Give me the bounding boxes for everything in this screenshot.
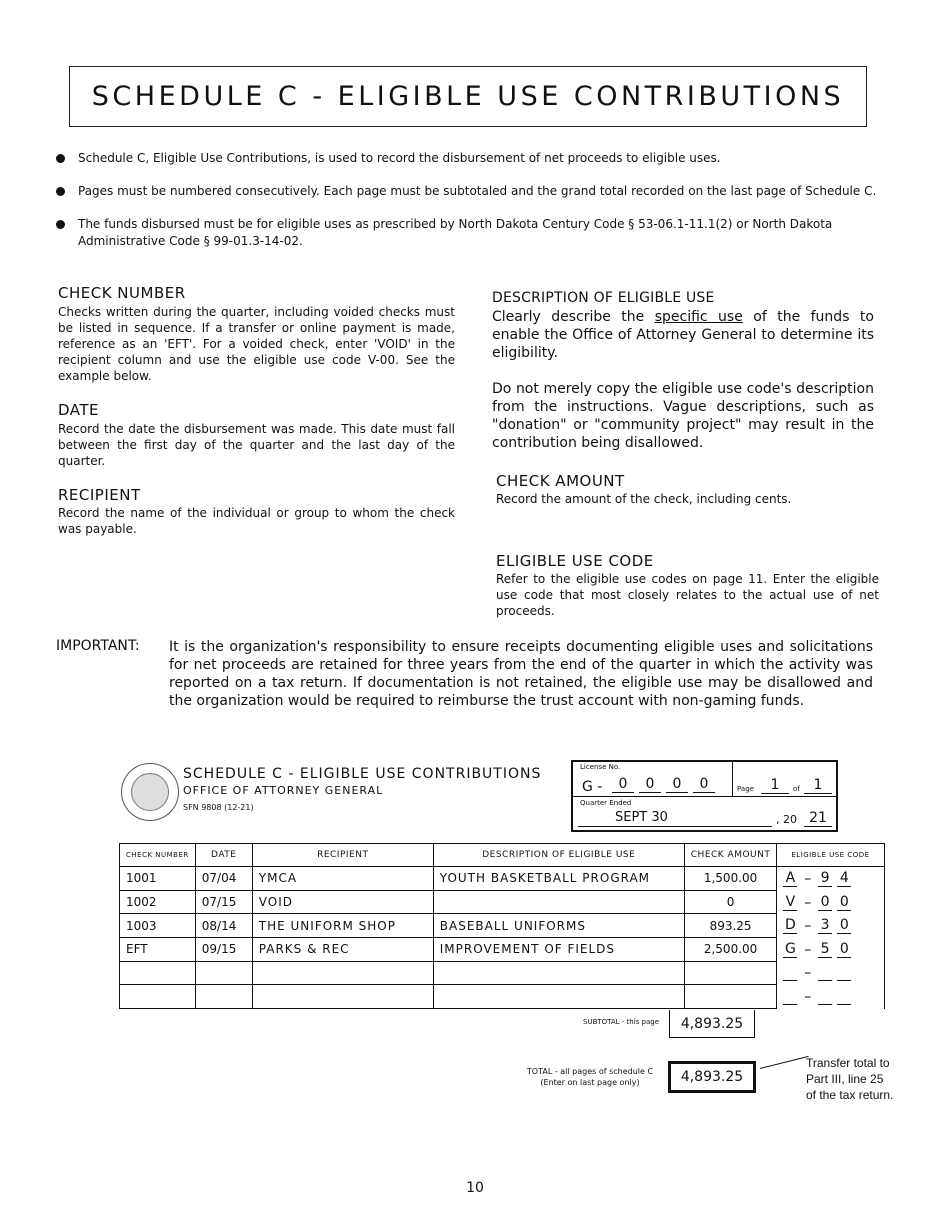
bullet-dot-icon <box>56 187 65 196</box>
amount-cell[interactable] <box>684 961 777 985</box>
code-fields <box>783 917 851 934</box>
code-letter-field <box>783 980 797 981</box>
bullet-text: Schedule C, Eligible Use Contributions, is used to record the disbursement of net proceeds to eligible uses. <box>78 151 721 165</box>
code-fields <box>783 870 851 887</box>
check-amount-heading: CHECK AMOUNT <box>496 472 625 490</box>
table-row <box>120 914 885 938</box>
code-digit-field <box>837 980 851 981</box>
year-field[interactable]: 21 <box>804 810 832 827</box>
bullet-item <box>56 150 916 167</box>
column-header-check: CHECK NUMBER <box>120 844 196 867</box>
description-body-emphasis: specific use <box>654 309 743 325</box>
important-text: It is the organization's responsibility to ensure receipts documenting eligible uses and solicitations for net proceeds are retained for three years from the end of the quarter in which the activity was reported on a tax return. If documentation is not retained, the eligible use may be disallowed and the organization would be required to reimburse the trust account with non-gaming funds. <box>169 639 873 709</box>
column-header-amount: CHECK AMOUNT <box>684 844 777 867</box>
description-cell[interactable] <box>433 961 684 985</box>
check-number-cell[interactable]: 1002 <box>120 890 196 914</box>
code-letter-field: V <box>783 894 797 911</box>
code-digit-field: 0 <box>818 894 832 911</box>
license-label: License No. <box>580 763 621 771</box>
code-fields <box>783 894 851 911</box>
form-title: SCHEDULE C - ELIGIBLE USE CONTRIBUTIONS <box>183 766 542 782</box>
code-letter-field: G <box>784 940 796 957</box>
bullet-text: The funds disbursed must be for eligible uses as prescribed by North Dakota Century Code § 53-06.1-11.1(2) or North Dakota <box>78 217 833 231</box>
subtotal-label: SUBTOTAL - this page <box>583 1018 660 1026</box>
eligible-use-code-cell[interactable] <box>777 961 884 985</box>
bullet-item <box>56 216 916 250</box>
recipient-heading: RECIPIENT <box>58 486 141 504</box>
bullet-item <box>56 183 926 200</box>
date-cell[interactable]: 08/14 <box>195 914 252 938</box>
check-number-cell[interactable]: EFT <box>120 938 196 962</box>
date-cell[interactable]: 09/15 <box>195 938 252 962</box>
amount-cell[interactable]: 2,500.00 <box>684 938 777 962</box>
eligible-use-code-cell[interactable] <box>777 985 884 1009</box>
amount-cell[interactable]: 893.25 <box>684 914 777 938</box>
license-divider <box>571 796 838 797</box>
eligible-use-code-cell[interactable] <box>777 867 884 891</box>
page-number-field[interactable]: 1 <box>761 777 789 794</box>
code-dash: – <box>804 965 812 982</box>
transfer-note-line: Part III, line 25 <box>806 1072 884 1086</box>
check-number-cell[interactable]: 1003 <box>120 914 196 938</box>
code-dash: – <box>804 918 812 935</box>
date-cell[interactable] <box>195 985 252 1009</box>
form-office: OFFICE OF ATTORNEY GENERAL <box>183 784 384 797</box>
seal-center <box>131 773 169 811</box>
eligible-use-code-body: Refer to the eligible use codes on page 11. Enter the eligible use code that most closely relates to the actual use of net proceeds. <box>496 572 879 618</box>
bullet-dot-icon <box>56 154 65 163</box>
eligible-use-code-cell[interactable] <box>777 914 884 938</box>
quarter-label: Quarter Ended <box>580 799 632 807</box>
code-dash: – <box>804 941 812 958</box>
transfer-note-line: of the tax return. <box>806 1088 894 1102</box>
year-prefix: , 20 <box>776 813 797 826</box>
amount-cell[interactable]: 1,500.00 <box>684 867 777 891</box>
bullet-dot-icon <box>56 220 65 229</box>
description-body-post: of the funds to enable the Office of Attorney General to determine its eligibility. <box>492 309 874 361</box>
total-label-line: TOTAL - all pages of schedule C <box>526 1067 654 1076</box>
table-row <box>120 985 885 1009</box>
code-fields <box>783 989 851 1005</box>
transfer-note <box>806 1055 893 1103</box>
recipient-cell[interactable]: YMCA <box>252 867 433 891</box>
description-body <box>492 308 874 362</box>
table-row <box>120 938 885 962</box>
bullet-text-cont: Administrative Code § 99-01.3-14-02. <box>78 234 303 248</box>
code-fields <box>783 965 851 981</box>
title-box <box>69 66 867 127</box>
subtotal-value[interactable]: 4,893.25 <box>669 1010 755 1038</box>
description-cell[interactable] <box>433 890 684 914</box>
amount-cell[interactable]: 0 <box>684 890 777 914</box>
quarter-field[interactable]: SEPT 30 <box>578 810 772 827</box>
check-number-cell[interactable] <box>120 985 196 1009</box>
license-divider <box>732 760 733 797</box>
check-number-heading: CHECK NUMBER <box>58 284 186 302</box>
check-number-body: Checks written during the quarter, including voided checks must be listed in sequence. If a transfer or online payment is made, reference as an 'EFT'. For a voided check, enter 'VOID' in the recipient column and use the eligible use code V-00. See the example below. <box>58 305 455 383</box>
check-number-cell[interactable]: 1001 <box>120 867 196 891</box>
contributions-table <box>119 843 885 1009</box>
license-digits <box>612 776 715 793</box>
total-value[interactable]: 4,893.25 <box>668 1061 756 1093</box>
of-label: of <box>793 785 800 793</box>
eligible-use-code-cell[interactable] <box>777 938 884 962</box>
column-header-recipient: RECIPIENT <box>252 844 433 867</box>
total-label-line: (Enter on last page only) <box>540 1078 640 1087</box>
license-prefix: G - <box>582 779 603 795</box>
code-dash: – <box>804 894 812 911</box>
table-row <box>120 867 885 891</box>
license-digit[interactable]: 0 <box>639 776 661 793</box>
code-digit-field: 0 <box>837 894 851 911</box>
check-number-cell[interactable] <box>120 961 196 985</box>
description-body-2: Do not merely copy the eligible use code's description from the instructions. Vague descriptions, such as "donation" or "community project" may result in the contribution being disallowed. <box>492 381 874 451</box>
important-label: IMPORTANT: <box>56 638 140 654</box>
date-cell[interactable] <box>195 961 252 985</box>
date-cell[interactable]: 07/15 <box>195 890 252 914</box>
description-cell[interactable] <box>433 985 684 1009</box>
description-cell[interactable]: YOUTH BASKETBALL PROGRAM <box>433 867 684 891</box>
code-digit-field <box>818 1004 832 1005</box>
table-header-row <box>120 844 885 867</box>
page-total-field[interactable]: 1 <box>804 777 832 794</box>
description-body-pre: Clearly describe the <box>492 309 655 325</box>
page-label: Page <box>737 785 754 793</box>
total-label <box>505 1066 675 1088</box>
date-body: Record the date the disbursement was made. This date must fall between the first day of the quarter and the last day of the quarter. <box>58 422 455 468</box>
code-letter-field: A <box>783 870 797 887</box>
column-header-description: DESCRIPTION OF ELIGIBLE USE <box>433 844 684 867</box>
code-digit-field: 5 <box>818 941 832 958</box>
code-digit-field: 0 <box>837 941 851 958</box>
description-cell[interactable]: BASEBALL UNIFORMS <box>433 914 684 938</box>
recipient-cell[interactable] <box>252 985 433 1009</box>
page-title: SCHEDULE C - ELIGIBLE USE CONTRIBUTIONS <box>91 81 845 112</box>
recipient-cell[interactable]: PARKS & REC <box>252 938 433 962</box>
code-dash: – <box>804 871 812 888</box>
recipient-cell[interactable]: VOID <box>252 890 433 914</box>
code-letter-field: D <box>784 917 796 934</box>
bullet-text: Pages must be numbered consecutively. Each page must be subtotaled and the grand total recorded on the last page of Schedule C. <box>78 184 877 198</box>
transfer-pointer-line <box>760 1056 809 1069</box>
date-heading: DATE <box>58 401 100 419</box>
amount-cell[interactable] <box>684 985 777 1009</box>
table-row <box>120 890 885 914</box>
license-digit[interactable]: 0 <box>666 776 688 793</box>
code-digit-field: 3 <box>818 917 832 934</box>
code-digit-field <box>837 1004 851 1005</box>
recipient-body: Record the name of the individual or group to whom the check was payable. <box>58 506 455 536</box>
code-fields <box>783 941 851 958</box>
code-digit-field: 0 <box>837 917 851 934</box>
page-number: 10 <box>466 1180 484 1196</box>
license-digit[interactable]: 0 <box>612 776 634 793</box>
code-digit-field: 4 <box>837 870 851 887</box>
table-row <box>120 961 885 985</box>
state-seal-icon <box>121 763 179 821</box>
eligible-use-code-cell[interactable] <box>777 890 884 914</box>
description-cell[interactable]: IMPROVEMENT OF FIELDS <box>433 938 684 962</box>
check-amount-body: Record the amount of the check, including cents. <box>496 492 792 506</box>
recipient-cell[interactable]: THE UNIFORM SHOP <box>252 914 433 938</box>
transfer-note-line: Transfer total to <box>806 1056 890 1070</box>
code-dash: – <box>804 988 812 1005</box>
code-digit-field <box>818 980 832 981</box>
description-heading: DESCRIPTION OF ELIGIBLE USE <box>492 290 715 306</box>
license-digit[interactable]: 0 <box>693 776 715 793</box>
date-cell[interactable]: 07/04 <box>195 867 252 891</box>
column-header-code: ELIGIBLE USE CODE <box>777 844 884 867</box>
form-sfn: SFN 9808 (12-21) <box>183 803 254 812</box>
code-letter-field <box>783 1004 797 1005</box>
code-digit-field: 9 <box>818 870 832 887</box>
eligible-use-code-heading: ELIGIBLE USE CODE <box>496 552 654 570</box>
recipient-cell[interactable] <box>252 961 433 985</box>
column-header-date: DATE <box>195 844 252 867</box>
